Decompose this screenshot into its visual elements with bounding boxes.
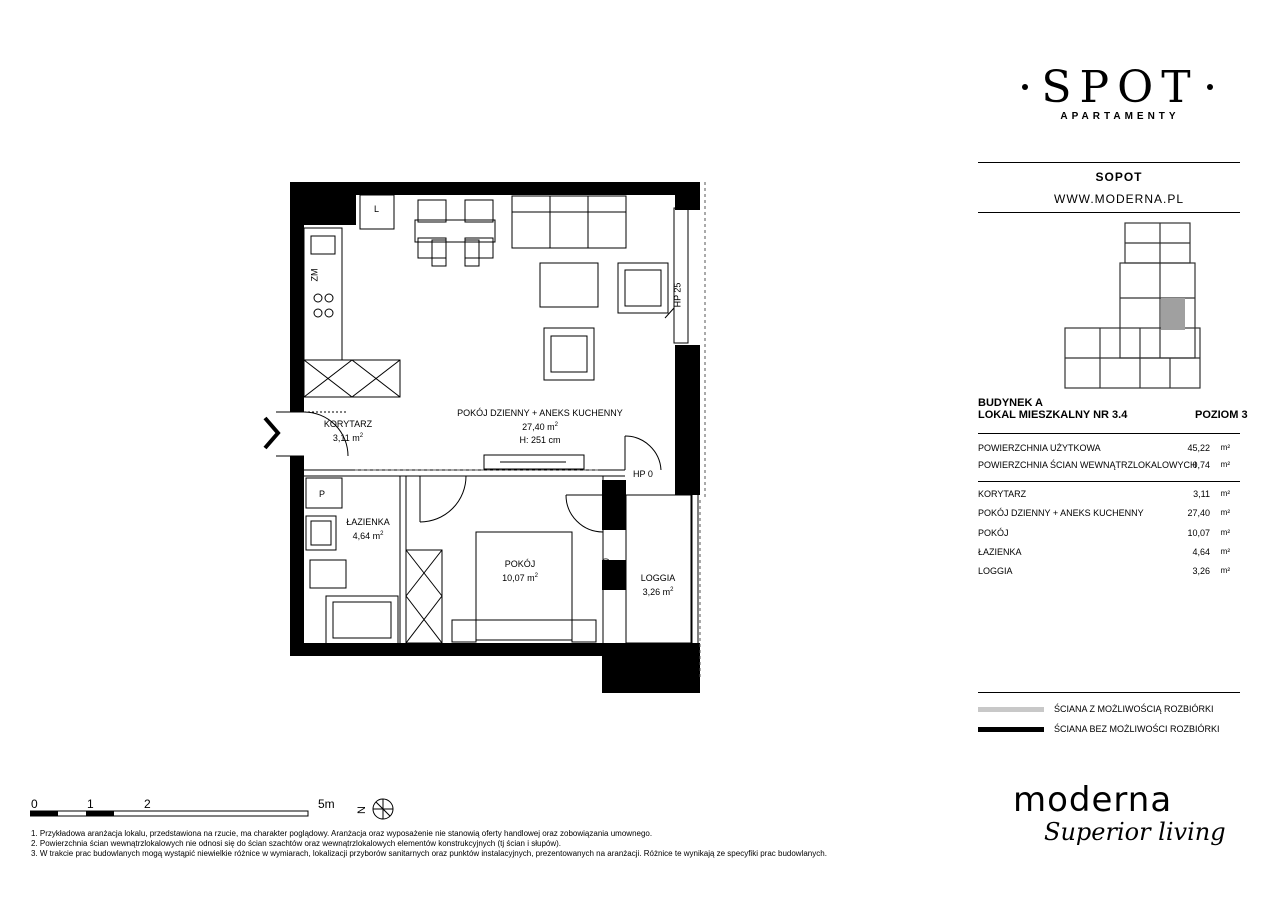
loggia-hp0-tag: HP 0: [600, 558, 611, 578]
footnote: 2. Powierzchnia ścian wewnątrzlokalowych nie odnosi się do ścian szachtów oraz wewnątrzlokalowych elementów konstrukcyjnych (tj ścian i słupów).: [31, 839, 562, 848]
room-row: [978, 528, 1230, 540]
closet-tag: L: [374, 204, 380, 214]
legend-permanent-swatch: [978, 727, 1044, 732]
divider-legend: [978, 692, 1240, 693]
room-row: [978, 508, 1230, 520]
scale-bar: [30, 808, 320, 818]
loggia-label: [630, 572, 686, 598]
bathroom-area-sup: 2: [380, 531, 384, 537]
door-hp0-tag: HP 0: [633, 469, 653, 479]
corridor-area-sup: 2: [359, 433, 364, 439]
fridge-tag: ZM: [309, 268, 320, 282]
level-label: POZIOM 3: [1195, 409, 1248, 421]
room-row-value: 3,26: [1192, 566, 1210, 576]
summary-value: 0,74: [1192, 460, 1210, 470]
moderna-tagline: Superior living: [1044, 818, 1226, 846]
room-row-value: 4,64: [1192, 547, 1210, 557]
brand-logo: SPOT: [1041, 62, 1199, 113]
bathroom-p-tag: P: [319, 489, 326, 499]
footnotes: [31, 829, 827, 859]
living-room-label: [440, 407, 640, 446]
bedroom-area-sup: 2: [534, 573, 538, 579]
scale-label: 1: [87, 797, 94, 811]
divider-url: [978, 212, 1240, 213]
moderna-logo: moderna: [1013, 780, 1173, 820]
bathroom-label: [338, 516, 398, 542]
living-room-area-sup: 2: [554, 422, 558, 428]
building-name: BUDYNEK A: [978, 397, 1043, 409]
legend-removable-label: ŚCIANA Z MOŻLIWOŚCIĄ ROZBIÓRKI: [1054, 704, 1214, 714]
divider-summary: [978, 481, 1240, 482]
room-row-label: KORYTARZ: [978, 489, 1027, 499]
scale-label: 2: [144, 797, 151, 811]
summary-row: [978, 460, 1230, 472]
legend-removable-swatch: [978, 707, 1044, 712]
website-link[interactable]: WWW.MODERNA.PL: [1054, 192, 1184, 206]
corridor-label: [316, 418, 380, 444]
room-row: [978, 547, 1230, 559]
room-row: [978, 489, 1230, 501]
loggia-area-sup: 2: [670, 587, 674, 593]
room-row: [978, 566, 1230, 578]
summary-row: [978, 443, 1230, 455]
summary-label: POWIERZCHNIA ŚCIAN WEWNĄTRZLOKALOWYCH: [978, 460, 1197, 470]
footnote: 3. W trakcie prac budowlanych mogą wystąpić niewielkie różnice w wymiarach, lokalizacji przyborów sanitarnych oraz punktów instalacyjnych, prezentowanych na aranżacji. Różnice te wynikają ze specyfiki prac budowlanych.: [31, 849, 827, 858]
corridor-name: KORYTARZ: [323, 419, 373, 429]
room-row-label: POKÓJ: [978, 528, 1009, 538]
bedroom-name: POKÓJ: [504, 559, 536, 569]
summary-value: 45,22: [1187, 443, 1210, 453]
bathroom-area: 4,64 m: [352, 531, 381, 541]
loggia-name: LOGGIA: [640, 573, 676, 583]
room-row-unit: m²: [1220, 566, 1230, 575]
room-row-label: POKÓJ DZIENNY + ANEKS KUCHENNY: [978, 508, 1144, 518]
room-row-unit: m²: [1220, 508, 1230, 517]
summary-unit: m²: [1220, 460, 1230, 469]
footnote: 1. Przykładowa aranżacja lokalu, przedstawiona na rzucie, ma charakter poglądowy. Aranżacja oraz wyposażenie nie stanowią oferty handlowej oraz zobowiązania umownego.: [31, 829, 653, 838]
room-row-label: ŁAZIENKA: [978, 547, 1022, 557]
north-arrow-icon: [356, 797, 398, 821]
room-row-value: 3,11: [1193, 489, 1210, 499]
living-room-area: 27,40 m: [522, 422, 555, 432]
room-row-unit: m²: [1220, 489, 1230, 498]
room-row-value: 27,40: [1187, 508, 1210, 518]
room-row-value: 10,07: [1187, 528, 1210, 538]
scale-label: 0: [31, 797, 38, 811]
legend-permanent-label: ŚCIANA BEZ MOŻLIWOŚCI ROZBIÓRKI: [1054, 724, 1220, 734]
living-room-height: H: 251 cm: [519, 435, 561, 445]
loggia-area: 3,26 m: [642, 587, 671, 597]
summary-unit: m²: [1220, 443, 1230, 452]
bedroom-area: 10,07 m: [502, 573, 535, 583]
corridor-area: 3,11 m: [332, 433, 360, 443]
divider-top: [978, 162, 1240, 163]
bedroom-label: [490, 558, 550, 584]
city-name: SOPOT: [1095, 170, 1143, 184]
brand-subtitle: APARTAMENTY: [1060, 111, 1180, 122]
svg-text:N: N: [356, 806, 368, 814]
unit-number: LOKAL MIESZKALNY NR 3.4: [978, 409, 1128, 421]
divider-unit: [978, 433, 1240, 434]
window-hp25-tag: HP 25: [672, 282, 683, 308]
summary-label: POWIERZCHNIA UŻYTKOWA: [978, 443, 1101, 453]
building-key-plan: [1055, 218, 1205, 393]
room-row-unit: m²: [1220, 528, 1230, 537]
unit-info: [978, 397, 1127, 421]
scale-label: 5m: [318, 797, 335, 811]
bathroom-name: ŁAZIENKA: [346, 517, 390, 527]
room-row-label: LOGGIA: [978, 566, 1013, 576]
room-row-unit: m²: [1220, 547, 1230, 556]
living-room-name: POKÓJ DZIENNY + ANEKS KUCHENNY: [457, 408, 623, 418]
